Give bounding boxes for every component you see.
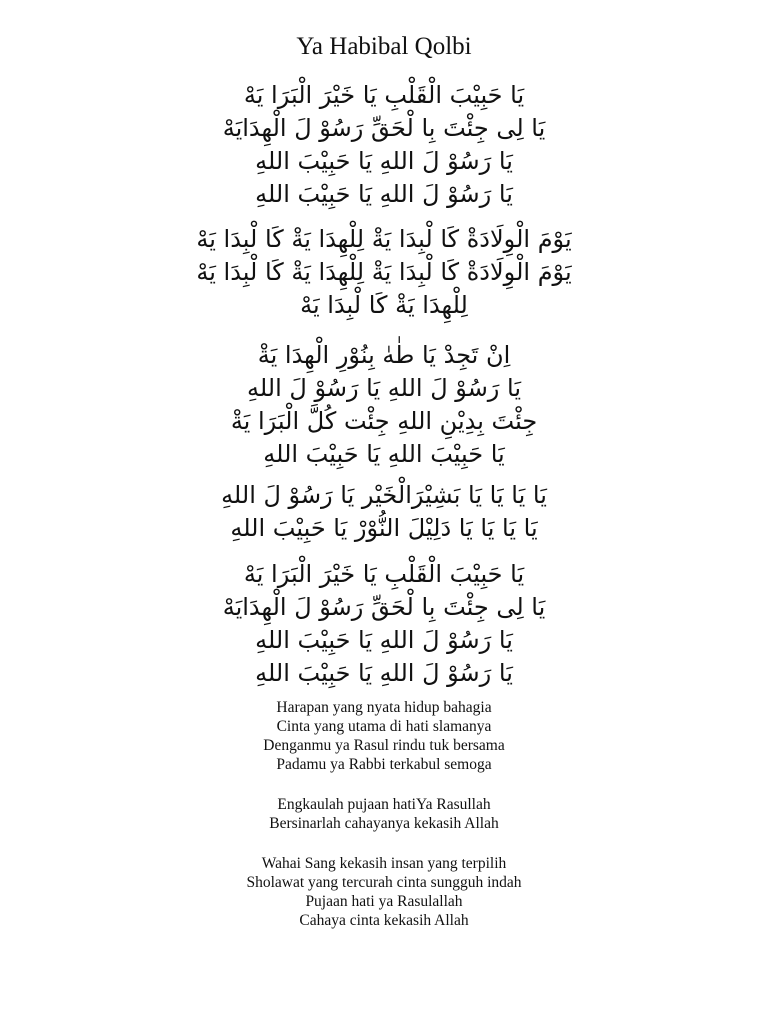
arabic-line: يَا يَا يَا يَا بَشِيْرَالْخَيْر يَا رَسُوْ لَ اللهِ xyxy=(221,481,547,509)
arabic-line: يَا رَسُوْ لَ اللهِ يَا حَبِيْبَ اللهِ xyxy=(255,659,513,687)
translation-line: Cinta yang utama di hati slamanya xyxy=(276,718,492,735)
translation-line: Pujaan hati ya Rasulallah xyxy=(305,893,463,910)
arabic-line: يَا رَسُوْ لَ اللهِ يَا حَبِيْبَ اللهِ xyxy=(255,147,513,175)
translation-line: Cahaya cinta kekasih Allah xyxy=(299,912,469,929)
arabic-line: يَا لِى جِئْتَ بِا لْحَقِّ رَسُوْ لَ الْهِدَايَهْ xyxy=(222,114,546,142)
arabic-line: يَا يَا يَا يَا دَلِيْلَ النُّوْرْ يَا حَبِيْبَ اللهِ xyxy=(230,514,538,542)
arabic-line: يَوْمَ الْوِلَادَةْ كَا لْبِدَا يَةْ لِلْهِدَا يَةْ كَا لْبِدَا يَهْ xyxy=(196,258,572,286)
page-title: Ya Habibal Qolbi xyxy=(296,33,472,60)
translation-line: Engkaulah pujaan hatiYa Rasullah xyxy=(277,796,491,813)
arabic-line: يَا رَسُوْ لَ اللهِ يَا حَبِيْبَ اللهِ xyxy=(255,626,513,654)
arabic-line: يَا رَسُوْ لَ اللهِ يَا رَسُوْ لَ اللهِ xyxy=(246,374,522,402)
translation-line: Bersinarlah cahayanya kekasih Allah xyxy=(269,815,499,832)
arabic-line: يَا حَبِيْبَ الْقَلْبِ يَا خَيْرَ الْبَرَا يَهْ xyxy=(243,81,525,109)
arabic-line: اِنْ تَجِدْ يَا طٰهٰ بِنُوْرِ الْهِدَا يَةْ xyxy=(257,341,511,369)
arabic-line: يَا حَبِيْبَ الْقَلْبِ يَا خَيْرَ الْبَرَا يَهْ xyxy=(243,560,525,588)
translation-line: Harapan yang nyata hidup bahagia xyxy=(276,699,492,716)
translation-line: Sholawat yang tercurah cinta sungguh indah xyxy=(246,874,522,891)
arabic-line: يَا حَبِيْبَ اللهِ يَا حَبِيْبَ اللهِ xyxy=(263,440,505,468)
arabic-line: يَا لِى جِئْتَ بِا لْحَقِّ رَسُوْ لَ الْهِدَايَهْ xyxy=(222,593,546,621)
translation-line: Padamu ya Rabbi terkabul semoga xyxy=(276,756,492,773)
translation-line: Denganmu ya Rasul rindu tuk bersama xyxy=(263,737,505,754)
arabic-line: يَوْمَ الْوِلَادَةْ كَا لْبِدَا يَةْ لِلْهِدَا يَةْ كَا لْبِدَا يَهْ xyxy=(196,225,572,253)
translation-line: Wahai Sang kekasih insan yang terpilih xyxy=(261,855,507,872)
arabic-line: جِئْتَ بِدِيْنِ اللهِ جِئْت كُلَّ الْبَرَا يَةْ xyxy=(230,407,538,435)
arabic-line: لِلْهِدَا يَةْ كَا لْبِدَا يَهْ xyxy=(300,291,468,319)
arabic-line: يَا رَسُوْ لَ اللهِ يَا حَبِيْبَ اللهِ xyxy=(255,180,513,208)
